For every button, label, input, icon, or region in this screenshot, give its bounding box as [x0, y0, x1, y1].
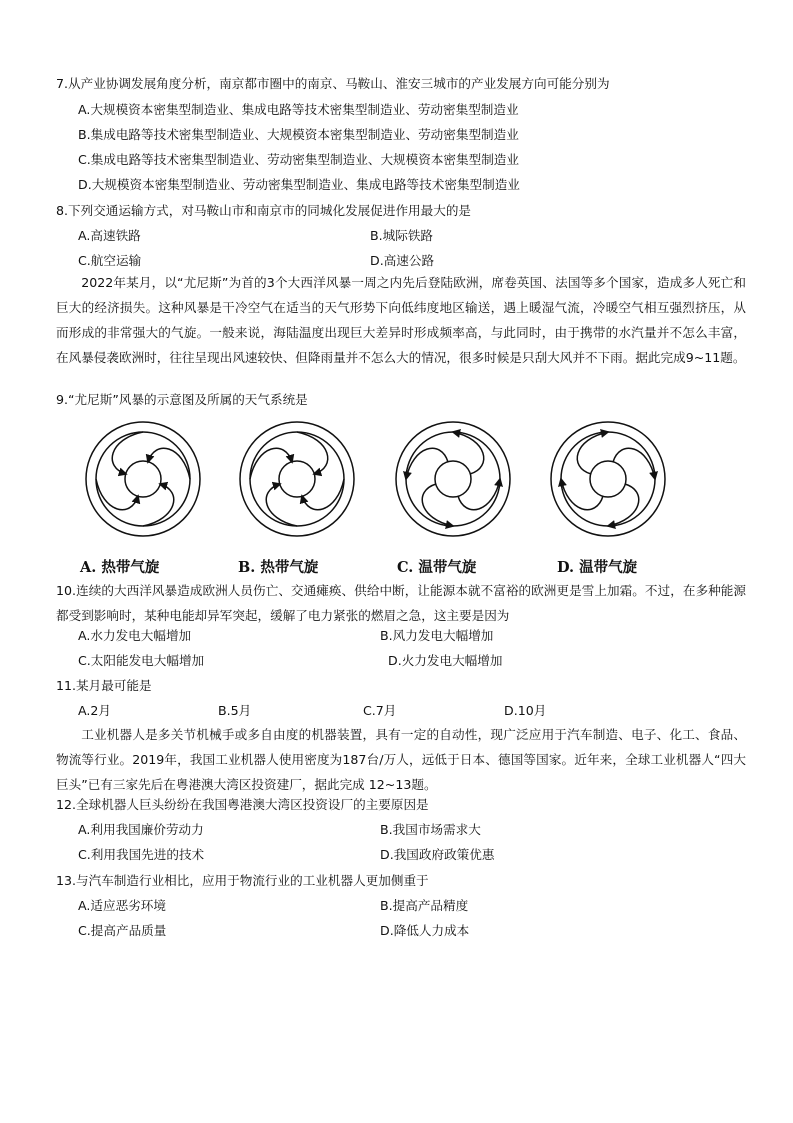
- q9-stem: 9.“尤尼斯”风暴的示意图及所属的天气系统是: [56, 392, 308, 407]
- q13-option-b: B.提高产品精度: [380, 898, 469, 913]
- cyclone-diagram-b: [236, 418, 358, 540]
- q8-option-c: C.航空运输: [78, 253, 142, 268]
- q7-option-d: D.大规模资本密集型制造业、劳动密集型制造业、集成电路等技术密集型制造业: [78, 177, 520, 192]
- q8-stem: 8.下列交通运输方式，对马鞍山市和南京市的同城化发展促进作用最大的是: [56, 203, 472, 218]
- q9-option-d: D. 温带气旋: [557, 559, 638, 576]
- q7-option-c: C.集成电路等技术密集型制造业、劳动密集型制造业、大规模资本密集型制造业: [78, 152, 519, 167]
- cyclone-diagram-b-svg: [236, 418, 358, 540]
- q11-option-a: A.2月: [78, 703, 112, 718]
- q7-option-b: B.集成电路等技术密集型制造业、大规模资本密集型制造业、劳动密集型制造业: [78, 127, 519, 142]
- q8-option-b: B.城际铁路: [370, 228, 434, 243]
- q13-option-d: D.降低人力成本: [380, 923, 470, 938]
- q9-option-a: A. 热带气旋: [80, 559, 160, 576]
- q8-option-a: A.高速铁路: [78, 228, 141, 243]
- cyclone-diagram-d: [547, 418, 669, 540]
- q11-stem: 11.某月最可能是: [56, 678, 152, 693]
- q12-stem: 12.全球机器人巨头纷纷在我国粤港澳大湾区投资设厂的主要原因是: [56, 797, 429, 812]
- q10-option-c: C.太阳能发电大幅增加: [78, 653, 205, 668]
- q8-option-d: D.高速公路: [370, 253, 435, 268]
- cyclone-diagram-c: [392, 418, 514, 540]
- cyclone-diagram-a: [82, 418, 204, 540]
- q9-option-b: B. 热带气旋: [238, 559, 319, 576]
- q7-stem: 7.从产业协调发展角度分析，南京都市圈中的南京、马鞍山、淮安三城市的产业发展方向可能分别为: [56, 76, 610, 91]
- q10-stem: 10.连续的大西洋风暴造成欧洲人员伤亡、交通瘫痪、供给中断，让能源本就不富裕的欧洲更是雪上加霜。不过，在多种能源都受到影响时，某种电能却异军突起，缓解了电力紧张的燃眉之急，这主要是因为: [56, 583, 746, 623]
- q9-option-c: C. 温带气旋: [397, 559, 477, 576]
- q12-option-a: A.利用我国廉价劳动力: [78, 822, 204, 837]
- q12-option-d: D.我国政府政策优惠: [380, 847, 495, 862]
- q13-option-c: C.提高产品质量: [78, 923, 167, 938]
- q11-option-d: D.10月: [504, 703, 547, 718]
- q13-stem: 13.与汽车制造行业相比，应用于物流行业的工业机器人更加侧重于: [56, 873, 429, 888]
- q12-option-b: B.我国市场需求大: [380, 822, 481, 837]
- passage-storm: 2022年某月，以“尤尼斯”为首的3个大西洋风暴一周之内先后登陆欧洲，席卷英国、法国等多个国家，造成多人死亡和巨大的经济损失。这种风暴是干冷空气在适当的天气形势下向低纬度地区输送，遇上暖湿气流，冷暖空气相互强烈挤压，从而形成的非常强大的气旋。一般来说，海陆温度出现巨大差异时形成频率高，与此同时，由于携带的水汽量并不怎么丰富，在风暴侵袭欧洲时，往往呈现出风速较快、但降雨量并不怎么大的情况，很多时候是只刮大风并不下雨。据此完成9~11题。: [56, 275, 746, 365]
- q12-option-c: C.利用我国先进的技术: [78, 847, 205, 862]
- passage-robots: 工业机器人是多关节机械手或多自由度的机器装置，具有一定的自动性，现广泛应用于汽车制造、电子、化工、食品、物流等行业。2019年，我国工业机器人使用密度为187台/万人，远低于日本、德国等国家。近年来，全球工业机器人“四大巨头”已有三家先后在粤港澳大湾区投资建厂，据此完成 12~13题。: [56, 727, 746, 792]
- cyclone-diagram-a-svg: [82, 418, 204, 540]
- q7-option-a: A.大规模资本密集型制造业、集成电路等技术密集型制造业、劳动密集型制造业: [78, 102, 519, 117]
- cyclone-diagram-d-svg: [547, 418, 669, 540]
- q10-option-d: D.火力发电大幅增加: [388, 653, 503, 668]
- cyclone-diagram-c-svg: [392, 418, 514, 540]
- q11-option-b: B.5月: [218, 703, 252, 718]
- q13-option-a: A.适应恶劣环境: [78, 898, 166, 913]
- q10-option-b: B.风力发电大幅增加: [380, 628, 494, 643]
- q10-option-a: A.水力发电大幅增加: [78, 628, 192, 643]
- q11-option-c: C.7月: [363, 703, 397, 718]
